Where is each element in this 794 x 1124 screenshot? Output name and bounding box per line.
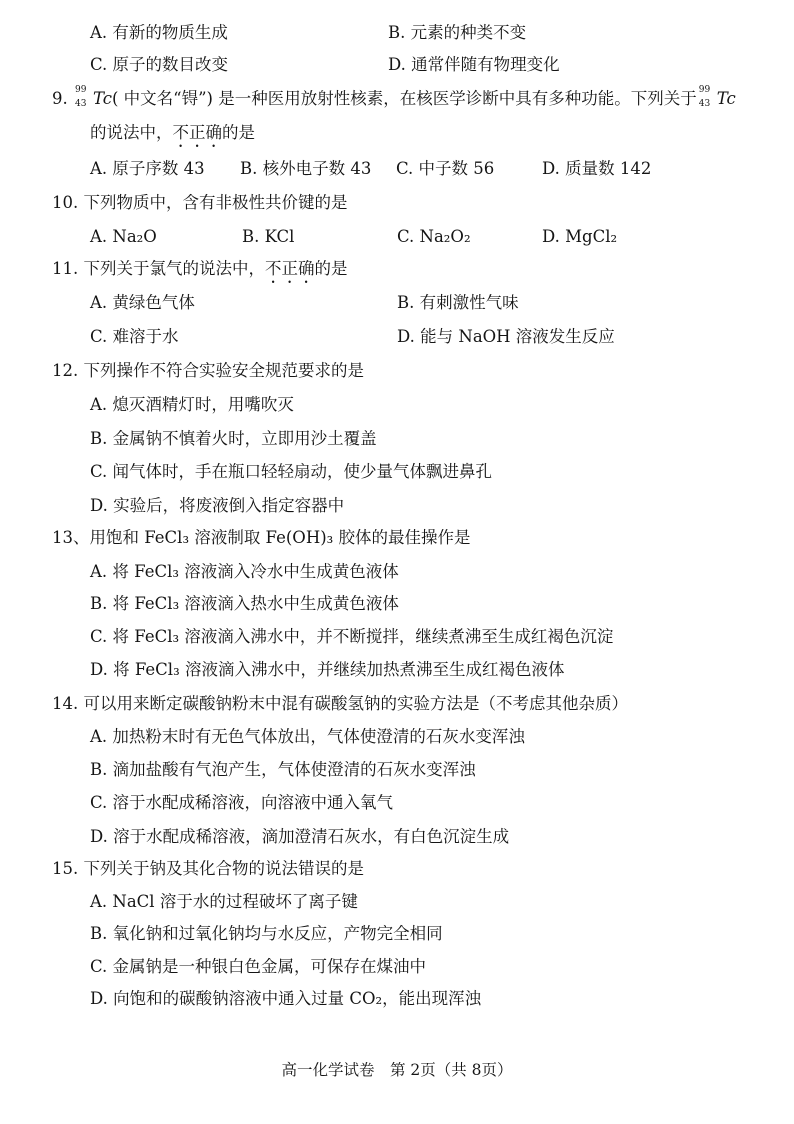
- q15-option-c: C. 金属钠是一种银白色金属，可保存在煤油中: [90, 957, 427, 976]
- q9-element-symbol-repeat: Tc: [716, 89, 736, 108]
- q11-stem-text-b: 的是: [314, 259, 348, 278]
- q9-number: 9.: [52, 89, 68, 108]
- q15-stem: 15. 下列关于钠及其化合物的说法错误的是: [52, 859, 364, 878]
- q14-stem: 14. 可以用来断定碳酸钠粉末中混有碳酸氢钠的实验方法是（不考虑其他杂质）: [52, 694, 628, 713]
- q10-option-a: A. Na₂O: [90, 227, 157, 246]
- q14-option-a: A. 加热粉末时有无色气体放出，气体使澄清的石灰水变浑浊: [90, 727, 525, 746]
- q12-stem: 12. 下列操作不符合实验安全规范要求的是: [52, 361, 364, 380]
- q10-option-c: C. Na₂O₂: [397, 227, 471, 246]
- q9-mass-number-repeat: 99: [698, 85, 711, 95]
- q12-option-d: D. 实验后，将废液倒入指定容器中: [90, 496, 345, 515]
- q10-stem: 10. 下列物质中，含有非极性共价键的是: [52, 193, 348, 212]
- q9-isotope: [73, 85, 93, 110]
- q9-mass-number: 99: [75, 85, 87, 95]
- q9-stem-text: ( 中文名“锝”) 是一种医用放射性核素，在核医学诊断中具有多种功能。下列关于: [111, 89, 697, 108]
- q14-option-b: B. 滴加盐酸有气泡产生，气体使澄清的石灰水变浑浊: [90, 760, 476, 779]
- q11-option-c: C. 难溶于水: [90, 327, 179, 346]
- q10-option-d: D. MgCl₂: [542, 227, 618, 246]
- q12-option-c: C. 闻气体时，手在瓶口轻轻扇动，使少量气体飘进鼻孔: [90, 462, 493, 481]
- q14-option-c: C. 溶于水配成稀溶液，向溶液中通入氧气: [90, 793, 394, 812]
- q9-atomic-number: 43: [75, 99, 87, 109]
- q15-option-b: B. 氧化钠和过氧化钠均与水反应，产物完全相同: [90, 924, 443, 943]
- q11-stem-text-a: 11. 下列关于氯气的说法中，: [52, 259, 265, 278]
- q9-isotope-repeat: [697, 85, 717, 110]
- q13-option-d: D. 将 FeCl₃ 溶液滴入沸水中，并继续加热煮沸至生成红褐色液体: [90, 660, 565, 679]
- q11-option-a: A. 黄绿色气体: [90, 293, 195, 312]
- q9-option-c: C. 中子数 56: [396, 159, 495, 178]
- q8-option-c: C. 原子的数目改变: [90, 55, 229, 74]
- q9-atomic-number-repeat: 43: [698, 99, 711, 109]
- q9-stem-line2: [90, 122, 255, 151]
- q9-stem-text2b: 的是: [222, 123, 255, 142]
- q8-option-a: A. 有新的物质生成: [90, 23, 228, 42]
- q13-option-c: C. 将 FeCl₃ 溶液滴入沸水中，并不断搅拌，继续煮沸至生成红褐色沉淀: [90, 627, 614, 646]
- q9-option-a: A. 原子序数 43: [90, 159, 205, 178]
- q14-option-d: D. 溶于水配成稀溶液，滴加澄清石灰水，有白色沉淀生成: [90, 827, 510, 846]
- q15-option-a: A. NaCl 溶于水的过程破坏了离子键: [90, 892, 358, 911]
- q11-stem: [52, 258, 348, 287]
- q9-emphasis: 不正确: [172, 123, 222, 142]
- q13-stem: 13、用饱和 FeCl₃ 溶液制取 Fe(OH)₃ 胶体的最佳操作是: [52, 528, 471, 547]
- q9-stem-line1: [52, 85, 736, 110]
- q8-option-d: D. 通常伴随有物理变化: [388, 55, 560, 74]
- q15-option-d: D. 向饱和的碳酸钠溶液中通入过量 CO₂，能出现浑浊: [90, 989, 482, 1008]
- q13-option-b: B. 将 FeCl₃ 溶液滴入热水中生成黄色液体: [90, 594, 399, 613]
- q11-option-b: B. 有刺激性气味: [397, 293, 519, 312]
- q9-element-symbol: Tc: [93, 89, 112, 108]
- q8-option-b: B. 元素的种类不变: [388, 23, 527, 42]
- q11-emphasis: 不正确: [265, 259, 315, 278]
- q9-stem-text2a: 的说法中，: [90, 123, 173, 142]
- page-footer: 高一化学试卷 第 2页（共 8页）: [281, 1061, 513, 1079]
- q10-option-b: B. KCl: [242, 227, 295, 246]
- q11-option-d: D. 能与 NaOH 溶液发生反应: [397, 327, 615, 346]
- q9-option-d: D. 质量数 142: [542, 159, 652, 178]
- q13-option-a: A. 将 FeCl₃ 溶液滴入冷水中生成黄色液体: [90, 562, 399, 581]
- q12-option-b: B. 金属钠不慎着火时，立即用沙土覆盖: [90, 429, 377, 448]
- q9-option-b: B. 核外电子数 43: [240, 159, 372, 178]
- q12-option-a: A. 熄灭酒精灯时，用嘴吹灭: [90, 395, 294, 414]
